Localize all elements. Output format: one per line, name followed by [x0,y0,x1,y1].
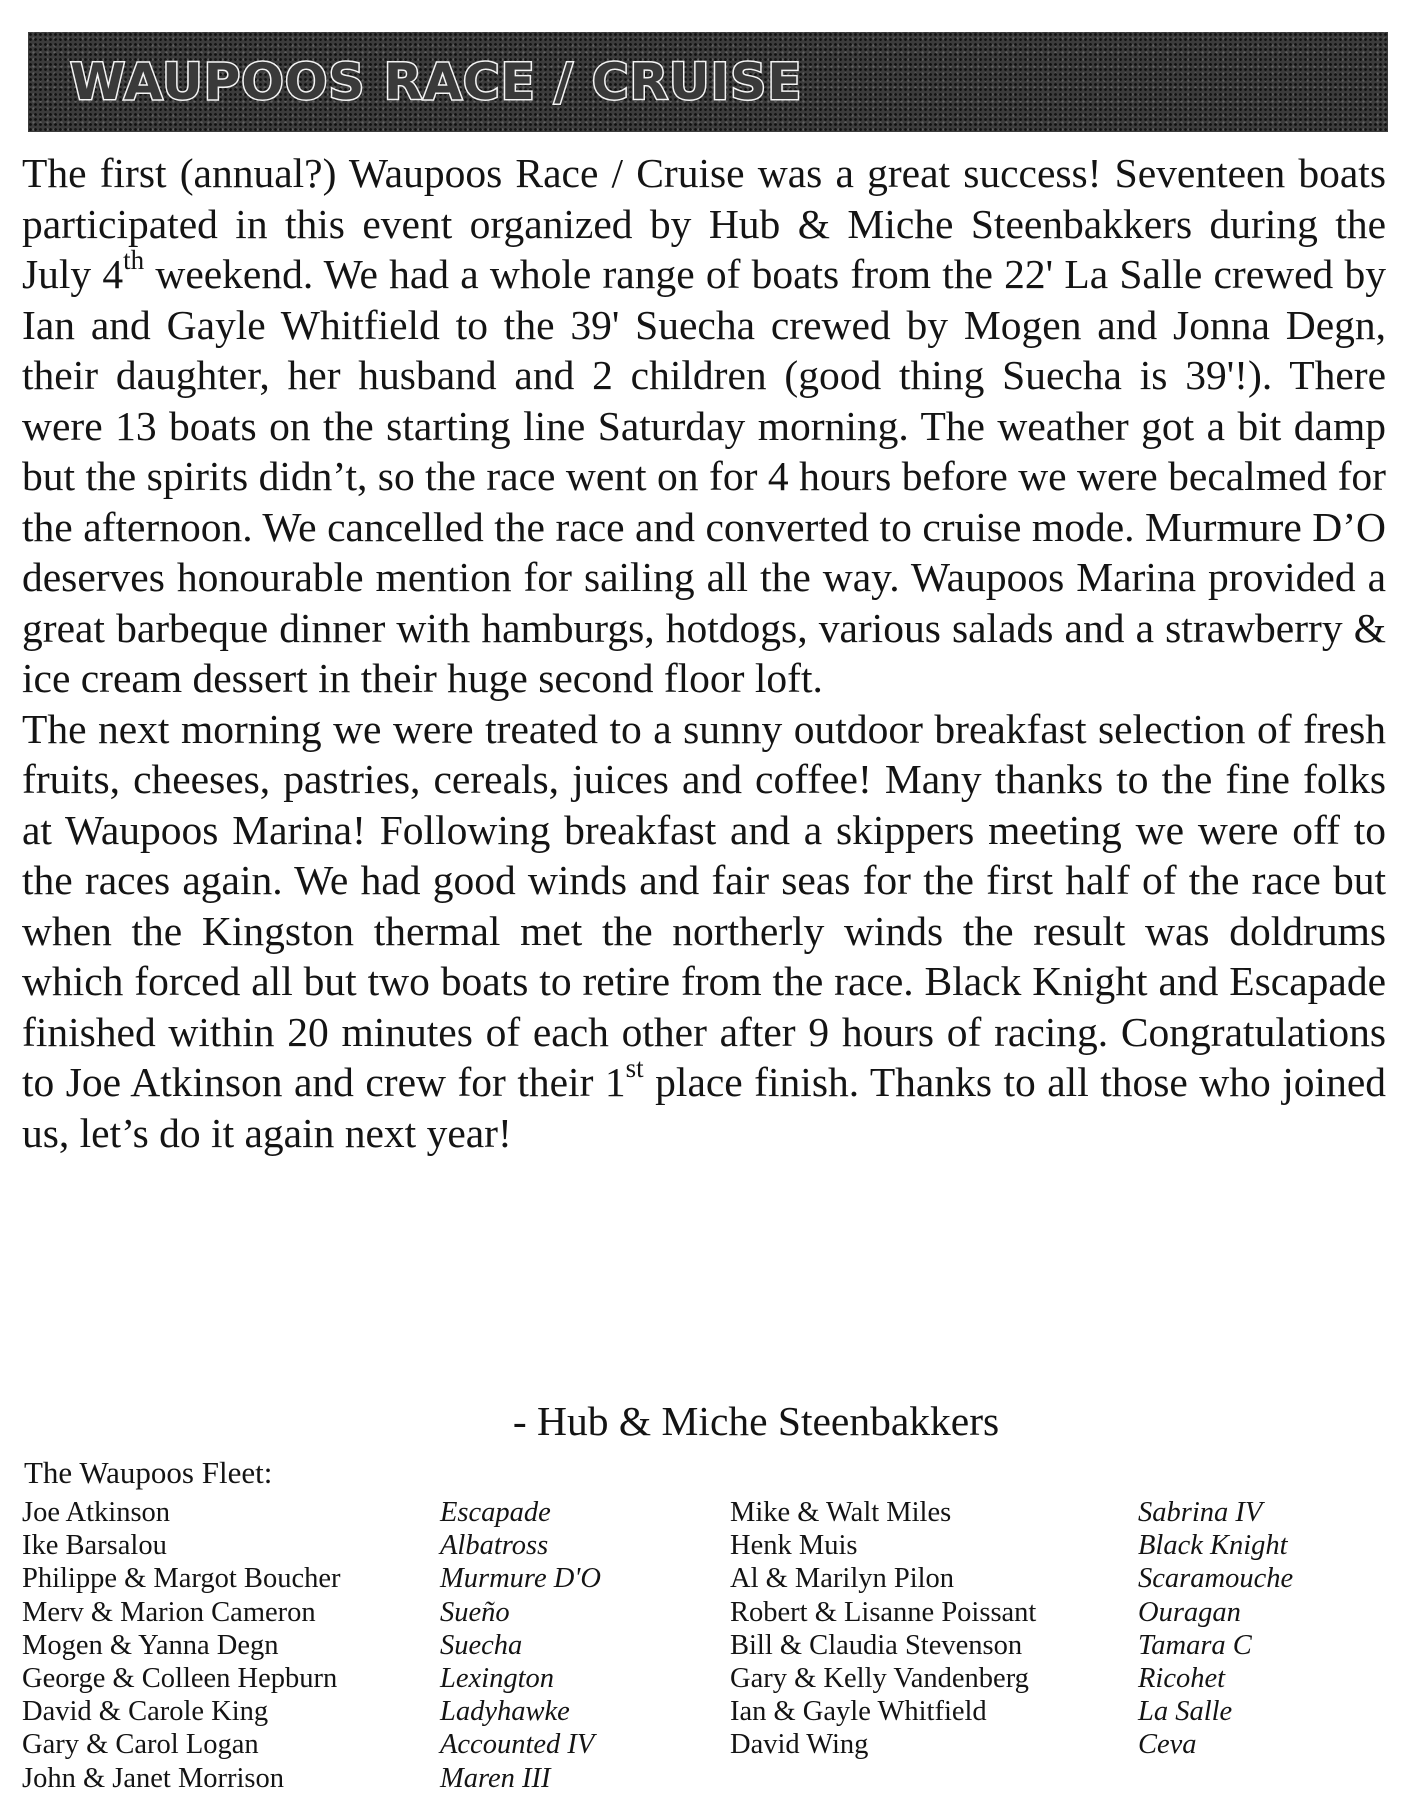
fleet-owner: Al & Marilyn Pilon [730,1563,955,1595]
fleet-owner: George & Colleen Hepburn [22,1662,338,1694]
fleet-boat: Ouragan [1138,1596,1241,1628]
fleet-boat: Escapade [440,1497,551,1528]
fleet-boat: Sueño [440,1596,510,1628]
fleet-boats-column-1 [440,1496,601,1795]
fleet-owner: Robert & Lisanne Poissant [730,1596,1037,1628]
fleet-boat: Lexington [440,1662,554,1694]
fleet-boat: Accounted IV [440,1729,595,1761]
ordinal-suffix-st: st [625,1053,644,1084]
fleet-owners-column-2 [730,1496,1036,1762]
fleet-owner: David Wing [730,1729,869,1761]
article-paragraph-1 [22,148,1386,704]
article-paragraph-2 [22,704,1386,1159]
fleet-heading: The Waupoos Fleet: [24,1455,273,1490]
fleet-boat: Murmure D'O [440,1563,601,1595]
fleet-boats-column-2 [1138,1496,1293,1762]
paragraph-2-text-a: The next morning we were treated to a sunny outdoor breakfast selection of fresh fruits, cheeses, pastries, cereals, juices and coffee! Many thanks to the fine folks at Waupoos Marina! Following breakfast and a skippers meeting we were off to the races again. We had good winds and fair seas for the first half of the race but when the Kingston thermal met the northerly winds the result was doldrums which forced all but two boats to retire from the race. Black Knight and Escapade finished within 20 minutes of each other after 9 hours of racing. Congratulations to Joe Atkinson and crew for their 1 [22,705,1386,1105]
author-signature: - Hub & Miche Steenbakkers [512,1398,1000,1444]
fleet-boat: Maren III [440,1762,551,1794]
fleet-owners-column-1 [22,1496,340,1795]
paragraph-2-text-b: place finish. Thanks to all those who joined us, let’s do it again next year! [22,1059,1386,1156]
section-title: WAUPOOS RACE / CRUISE [70,53,803,111]
fleet-boat: Ladyhawke [440,1696,570,1728]
fleet-boat: Scaramouche [1138,1563,1294,1595]
fleet-boat: Ricohet [1138,1662,1226,1694]
fleet-owner: Ian & Gayle Whitfield [730,1696,987,1728]
article-body [22,148,1386,1158]
fleet-owner: Mogen & Yanna Degn [22,1629,279,1661]
fleet-owner: Gary & Kelly Vandenberg [730,1662,1029,1694]
fleet-boat: Ceva [1138,1729,1197,1761]
fleet-owner: David & Carole King [22,1696,269,1728]
fleet-owner: Joe Atkinson [22,1497,171,1528]
fleet-owner: Mike & Walt Miles [730,1497,952,1528]
fleet-boat: Suecha [440,1629,523,1661]
fleet-boat: La Salle [1138,1696,1233,1728]
fleet-owner: Gary & Carol Logan [22,1729,259,1761]
fleet-owner: Philippe & Margot Boucher [22,1563,341,1595]
fleet-owner: Merv & Marion Cameron [22,1596,316,1628]
fleet-owner: Henk Muis [730,1530,858,1562]
paragraph-1-text-a: The first (annual?) Waupoos Race / Cruise was a great success! Seventeen boats participated in this event organized by Hub & Miche Steenbakkers during the July 4 [22,150,1386,297]
fleet-boat: Albatross [440,1530,549,1562]
ordinal-suffix-th: th [123,245,145,276]
fleet-owner: John & Janet Morrison [22,1762,285,1794]
fleet-boat: Black Knight [1138,1530,1288,1562]
section-banner [28,32,1388,132]
fleet-owner: Ike Barsalou [22,1530,167,1562]
fleet-boat: Tamara C [1138,1629,1252,1661]
fleet-owner: Bill & Claudia Stevenson [730,1629,1023,1661]
fleet-boat: Sabrina IV [1138,1497,1263,1528]
paragraph-1-text-b: weekend. We had a whole range of boats from the 22' La Salle crewed by Ian and Gayle Whitfield to the 39' Suecha crewed by Mogen and Jonna Degn, their daughter, her husband and 2 children (good thing Suecha is 39'!). There were 13 boats on the starting line Saturday morning. The weather got a bit damp but the spirits didn’t, so the race went on for 4 hours before we were becalmed for the afternoon. We cancelled the race and converted to cruise mode. Murmure D’O deserves honourable mention for sailing all the way. Waupoos Marina provided a great barbeque dinner with hamburgs, hotdogs, various salads and a strawberry & ice cream dessert in their huge second floor loft. [22,251,1386,701]
